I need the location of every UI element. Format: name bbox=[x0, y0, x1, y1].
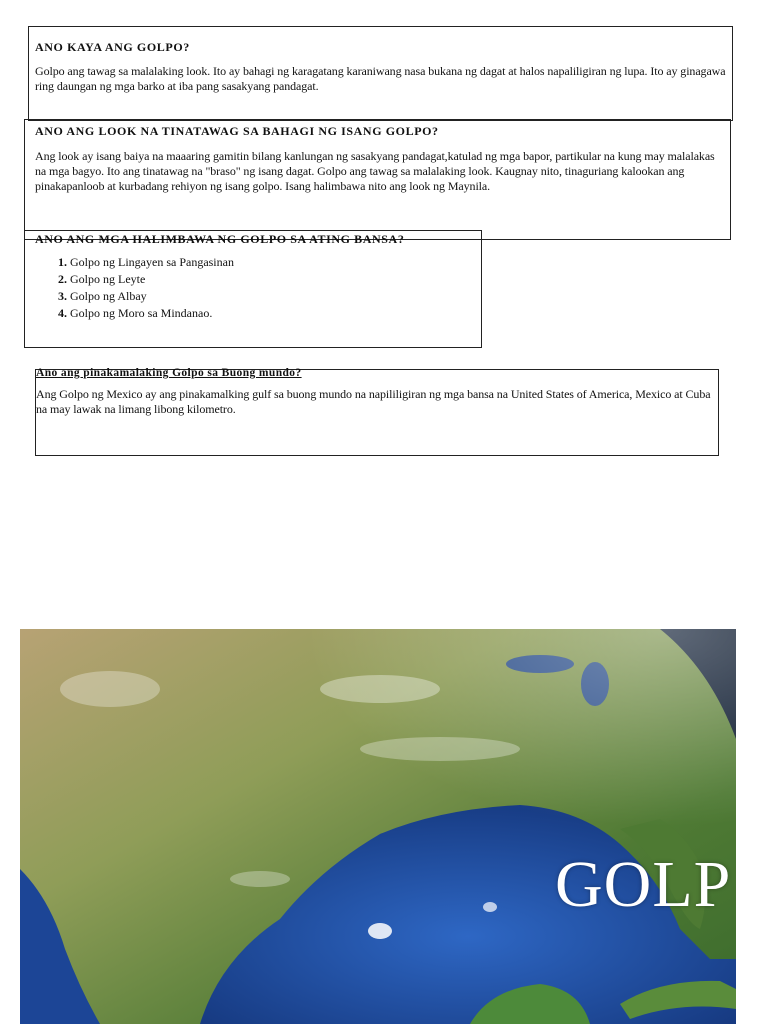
section-what-is-golpo bbox=[28, 26, 733, 121]
list-item: 1. Golpo ng Lingayen sa Pangasinan bbox=[70, 254, 475, 271]
section-body: Golpo ang tawag sa malalaking look. Ito ay bahagi ng karagatang karaniwang nasa bukana ng dagat at halos napaliligiran ng lupa. Ito ay ginagawa ring daungan ng mga barko at iba pang sasakyang pandagat. bbox=[35, 64, 726, 93]
list-item: 3. Golpo ng Albay bbox=[70, 288, 475, 305]
section-heading: ANO ANG LOOK NA TINATAWAG SA BAHAGI NG ISANG GOLPO? bbox=[35, 124, 439, 138]
section-heading: Ano ang pinakamalaking Golpo sa Buong mundo? bbox=[36, 367, 302, 379]
image-overlay-text: GOLP bbox=[555, 848, 732, 921]
section-body: Ang Golpo ng Mexico ay ang pinakamalking gulf sa buong mundo na napililigiran ng mga bansa na United States of America, Mexico at Cuba na may lawak na limang libong kilometro. bbox=[36, 387, 711, 416]
list-item: 4. Golpo ng Moro sa Mindanao. bbox=[70, 305, 475, 322]
section-largest-golpo bbox=[35, 369, 719, 456]
section-look bbox=[24, 119, 731, 240]
section-examples bbox=[24, 230, 482, 348]
gulf-of-mexico-picture bbox=[20, 629, 736, 1024]
section-heading: ANO KAYA ANG GOLPO? bbox=[35, 40, 190, 54]
list-item: 2. Golpo ng Leyte bbox=[70, 271, 475, 288]
earth-satellite-image bbox=[20, 629, 736, 1024]
section-heading: ANO ANG MGA HALIMBAWA NG GOLPO SA ATING BANSA? bbox=[35, 232, 405, 246]
examples-list bbox=[35, 254, 475, 322]
section-body: Ang look ay isang baiya na maaaring gamitin bilang kanlungan ng sasakyang pandagat,katulad ng mga bapor, partikular na kung may malalakas na mga bagyo. Ito ang tinatawag na "braso" ng isang dagat. Golpo ang tawag sa malalaking look. Kaugnay nito, tinaguriang kalookan ang pinakapanloob at kurbadang rehiyon ng isang golpo. Isang halimbawa nito ang look ng Maynila. bbox=[35, 149, 715, 193]
